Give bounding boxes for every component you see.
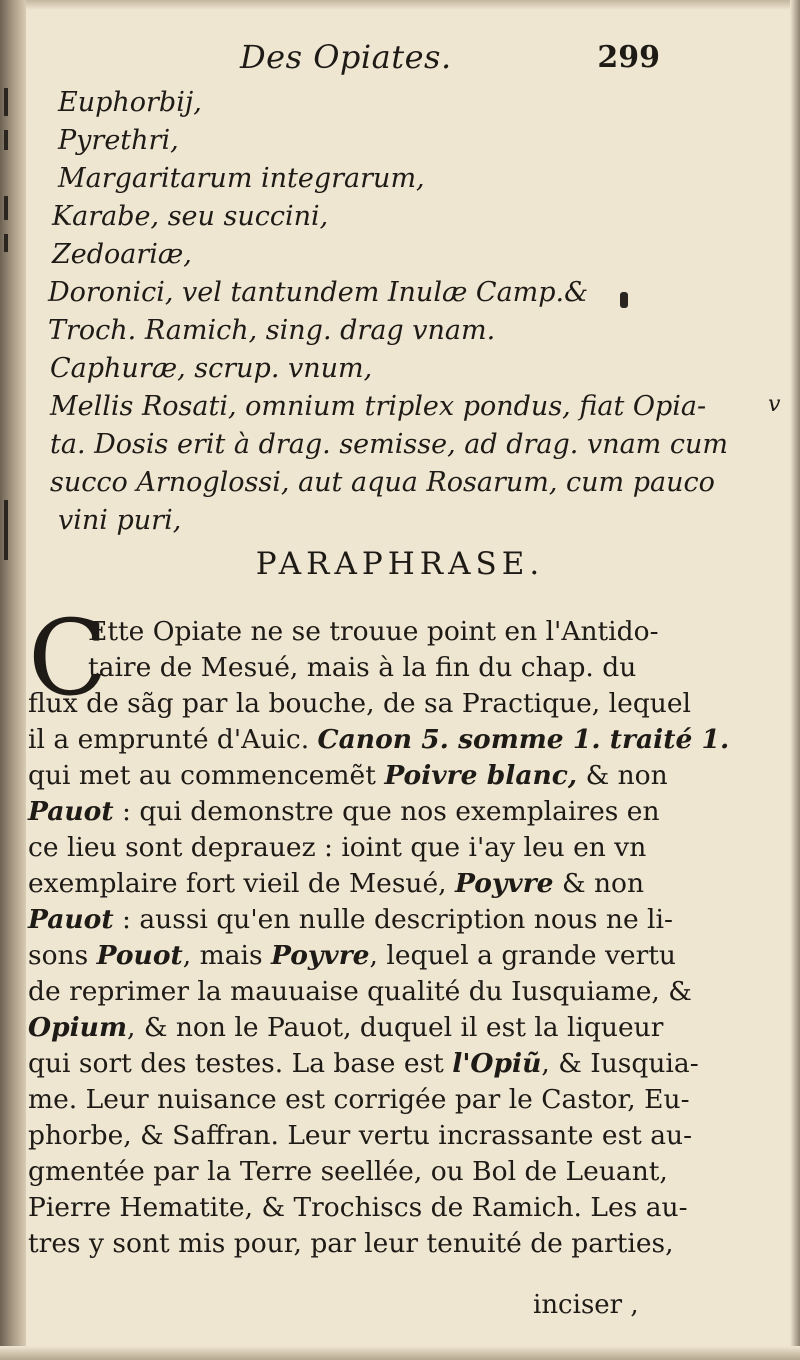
gutter-mark bbox=[4, 234, 8, 252]
italic-term: Pouot bbox=[96, 940, 183, 971]
paraphrase-line bbox=[28, 830, 646, 866]
line-text: de reprimer la mauuaise qualité du Iusquiame, & bbox=[28, 976, 692, 1007]
gutter-mark bbox=[4, 88, 8, 116]
paraphrase-line bbox=[28, 938, 676, 974]
recipe-line: Mellis Rosati, omnium triplex pondus, fiat Opia- bbox=[50, 391, 707, 422]
page-number: 299 bbox=[597, 40, 660, 75]
line-text: qui sort des testes. La base est bbox=[28, 1048, 453, 1079]
line-text: , & Iusquia- bbox=[541, 1048, 699, 1079]
paraphrase-line bbox=[88, 650, 636, 686]
line-text: Pierre Hematite, & Trochiscs de Ramich. Les au- bbox=[28, 1192, 688, 1223]
italic-term: Poivre blanc, bbox=[384, 760, 578, 791]
recipe-line: Euphorbij, bbox=[58, 87, 202, 118]
italic-term: Poyvre bbox=[455, 868, 554, 899]
recipe-line: Caphuræ, scrup. vnum, bbox=[50, 353, 373, 384]
gutter-mark bbox=[4, 130, 8, 150]
paraphrase-line bbox=[28, 1118, 692, 1154]
drop-cap: C bbox=[28, 597, 108, 719]
paraphrase-line bbox=[28, 1046, 699, 1082]
paraphrase-line bbox=[28, 1226, 674, 1262]
paraphrase-line bbox=[28, 1154, 668, 1190]
recipe-line: Margaritarum integrarum, bbox=[58, 163, 425, 194]
line-text: taire de Mesué, mais à la fin du chap. du bbox=[88, 652, 637, 683]
paraphrase-line bbox=[28, 722, 729, 758]
line-text: & non bbox=[553, 868, 645, 899]
recipe-line: Zedoariæ, bbox=[52, 239, 192, 270]
recipe-line: Karabe, seu succini, bbox=[52, 201, 329, 232]
line-text: tres y sont mis pour, par leur tenuité de parties, bbox=[28, 1228, 674, 1259]
line-text: flux de sãg par la bouche, de sa Practique, lequel bbox=[28, 688, 692, 719]
recipe-line: ta. Dosis erit à drag. semisse, ad drag. vnam cum bbox=[50, 429, 728, 460]
paraphrase-line bbox=[28, 974, 692, 1010]
line-text: sons bbox=[28, 940, 97, 971]
line-text: , & non le Pauot, duquel il est la liqueur bbox=[127, 1012, 664, 1043]
italic-term: Opium bbox=[28, 1012, 127, 1043]
paraphrase-line bbox=[28, 1190, 688, 1226]
page-bottom-edge bbox=[0, 1346, 800, 1360]
paraphrase-line bbox=[28, 1082, 690, 1118]
recipe-line: Troch. Ramich, sing. drag vnam. bbox=[48, 315, 496, 346]
line-text: Ette Opiate ne se trouue point en l'Antido- bbox=[88, 616, 659, 647]
recipe-line: Doronici, vel tantundem Inulæ Camp.& bbox=[48, 277, 589, 308]
recipe-line: Pyrethri, bbox=[58, 125, 179, 156]
running-head: Des Opiates. bbox=[240, 38, 452, 76]
paraphrase-line bbox=[28, 758, 668, 794]
paraphrase-line bbox=[28, 794, 660, 830]
paraphrase-line bbox=[88, 614, 659, 650]
italic-term: Pauot bbox=[28, 904, 114, 935]
italic-term: Poyvre bbox=[271, 940, 370, 971]
margin-note: v bbox=[768, 392, 781, 417]
paraphrase-line bbox=[28, 902, 673, 938]
recipe-line: vini puri, bbox=[58, 505, 182, 536]
recipe-line: succo Arnoglossi, aut aqua Rosarum, cum pauco bbox=[50, 467, 715, 498]
line-text: qui met au commencemẽt bbox=[28, 760, 385, 791]
catchword: inciser , bbox=[533, 1290, 639, 1320]
paraphrase-line bbox=[28, 686, 691, 722]
line-text: , mais bbox=[182, 940, 272, 971]
line-text: : qui demonstre que nos exemplaires en bbox=[113, 796, 660, 827]
line-text: , lequel a grande vertu bbox=[369, 940, 676, 971]
section-heading: PARAPHRASE. bbox=[255, 546, 545, 582]
ink-spot bbox=[620, 292, 628, 308]
italic-term: l'Opiũ bbox=[452, 1048, 542, 1079]
line-text: & non bbox=[577, 760, 668, 791]
line-text: exemplaire fort vieil de Mesué, bbox=[28, 868, 456, 899]
line-text: phorbe, & Saffran. Leur vertu incrassante est au- bbox=[28, 1120, 693, 1151]
paraphrase-line bbox=[28, 1010, 663, 1046]
page-top-edge bbox=[0, 0, 800, 10]
page-right-edge bbox=[790, 0, 800, 1360]
page-header bbox=[240, 38, 660, 86]
line-text: il a emprunté d'Auic. bbox=[28, 724, 318, 755]
line-text: gmentée par la Terre seellée, ou Bol de Leuant, bbox=[28, 1156, 668, 1187]
page-gutter bbox=[0, 0, 26, 1360]
paraphrase-line bbox=[28, 866, 644, 902]
italic-term: Pauot bbox=[28, 796, 114, 827]
italic-term: Canon 5. somme 1. traité 1. bbox=[317, 724, 730, 755]
gutter-mark bbox=[4, 196, 8, 220]
line-text: : aussi qu'en nulle description nous ne li- bbox=[113, 904, 673, 935]
line-text: ce lieu sont deprauez : ioint que i'ay leu en vn bbox=[28, 832, 647, 863]
line-text: me. Leur nuisance est corrigée par le Castor, Eu- bbox=[28, 1084, 690, 1115]
